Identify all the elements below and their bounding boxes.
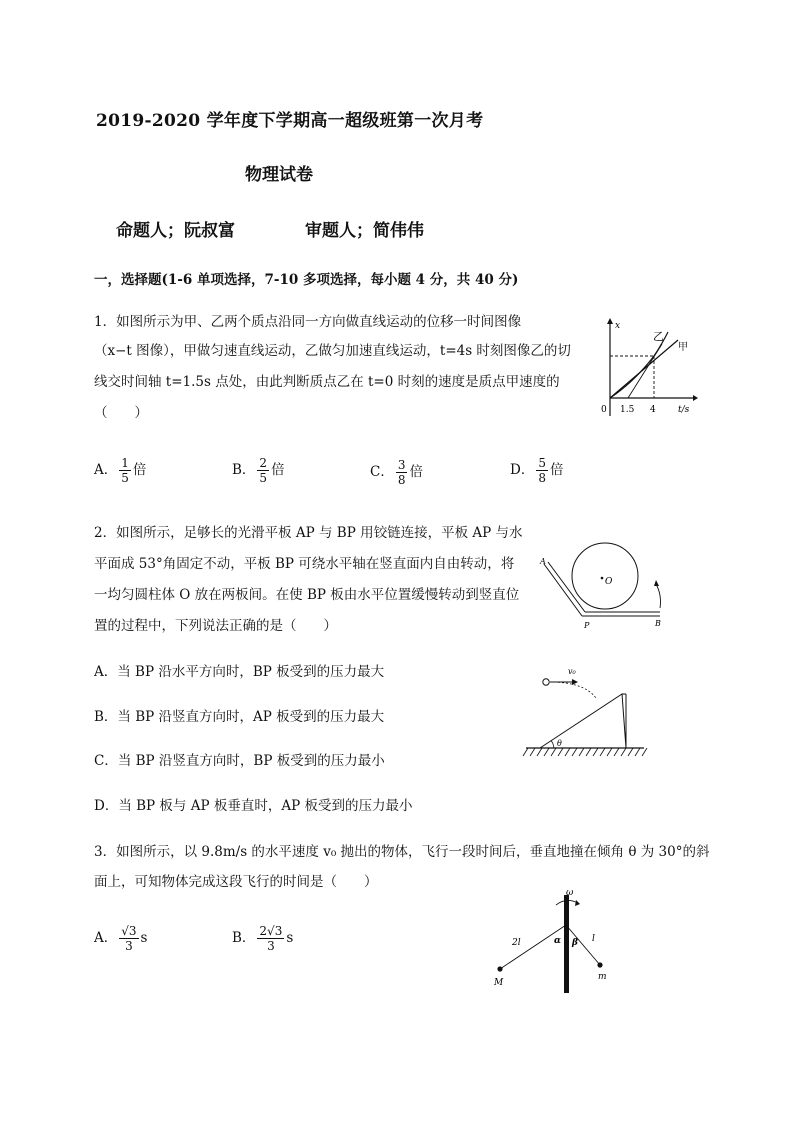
- exam-subtitle: 物理试卷: [245, 165, 313, 185]
- q2-line3: 一均匀圆柱体 O 放在两板间。在使 BP 板由水平位置缓慢转动到竖直位: [94, 587, 520, 603]
- q2-fig-label-b: B: [655, 619, 661, 628]
- section-heading: 一，选择题(1-6 单项选择，7-10 多项选择，每小题 4 分，共 40 分): [94, 272, 519, 288]
- q1-option-a-unit: 倍: [132, 462, 147, 478]
- q1-option-b[interactable]: [232, 456, 285, 485]
- q3-fig-mass-big: M: [494, 978, 504, 988]
- q3-fig-v0: v₀: [568, 667, 576, 676]
- q3-fig-beta: β: [572, 938, 578, 948]
- q3-option-a[interactable]: [94, 924, 147, 953]
- q3-option-a-fraction: $\frac{√3}{3}$: [121, 924, 137, 953]
- q1-line1: 1．如图所示为甲、乙两个质点沿同一方向做直线运动的位移一时间图像: [94, 314, 522, 330]
- q1-option-a-fraction: $\frac{1}{5}$: [121, 456, 129, 485]
- q2-fig-label-o: O: [605, 577, 613, 587]
- q1-graph-label-yi: 乙: [653, 330, 664, 343]
- q3-line1: 3．如图所示，以 9.8m/s 的水平速度 v₀ 抛出的物体，飞行一段时间后，垂直地撞在倾角 θ 为 30°的斜: [94, 844, 710, 860]
- q2-option-a[interactable]: A．当 BP 沿水平方向时，BP 板受到的压力最大: [94, 664, 385, 680]
- q1-option-c-fraction: $\frac{3}{8}$: [397, 458, 406, 487]
- q1-graph-tick-4: 4: [650, 405, 656, 415]
- q3-option-a-unit: s: [140, 930, 148, 946]
- q1-option-b-label: B．: [232, 462, 256, 478]
- q2-line2: 平面成 53°角固定不动，平板 BP 可绕水平轴在竖直面内自由转动，将: [94, 556, 515, 572]
- q1-line2: （x−t 图像），甲做匀速直线运动，乙做匀加速直线运动，t=4s 时刻图像乙的切: [94, 343, 571, 359]
- q1-graph-label-jia: 甲: [678, 342, 688, 353]
- q3-slope-figure: [522, 664, 652, 764]
- q1-option-d-label: D．: [510, 462, 535, 478]
- q2-option-d[interactable]: D．当 BP 板与 AP 板垂直时，AP 板受到的压力最小: [94, 798, 413, 814]
- q1-option-d[interactable]: [510, 456, 563, 485]
- q2-board-figure: [538, 540, 678, 630]
- q3-option-b[interactable]: [232, 924, 293, 953]
- q2-fig-label-a: A: [540, 557, 546, 566]
- q3-fig-l: l: [592, 934, 595, 944]
- q3-option-b-fraction: $\frac{2√3}{3}$: [259, 924, 283, 953]
- q2-option-b[interactable]: B．当 BP 沿竖直方向时，AP 板受到的压力最大: [94, 709, 385, 725]
- q2-line4: 置的过程中，下列说法正确的是（ ）: [94, 618, 337, 634]
- q1-option-a[interactable]: [94, 456, 146, 485]
- q1-option-b-fraction: $\frac{2}{5}$: [259, 456, 268, 485]
- reviewer-line: 审题人；简伟伟: [305, 221, 424, 241]
- q3-fig-theta: θ: [557, 739, 562, 748]
- q3-fig-mass-small: m: [598, 972, 607, 982]
- q1-line4: （ ）: [94, 405, 148, 421]
- q3-fig-omega: ω: [566, 888, 574, 898]
- q1-line3: 线交时间轴 t=1.5s 点处，由此判断质点乙在 t=0 时刻的速度是质点甲速度的: [94, 374, 560, 390]
- exam-title: 2019-2020 学年度下学期高一超级班第一次月考: [96, 111, 484, 131]
- q3-option-a-label: A．: [94, 930, 118, 946]
- q1-option-b-unit: 倍: [271, 462, 285, 478]
- q3-line2: 面上，可知物体完成这段飞行的时间是（ ）: [94, 874, 378, 890]
- author-line: 命题人；阮叔富: [116, 221, 235, 241]
- q1-graph-tick-1-5: 1.5: [620, 405, 635, 415]
- q1-option-c[interactable]: [370, 458, 423, 487]
- q2-option-c[interactable]: C．当 BP 沿竖直方向时，BP 板受到的压力最小: [94, 753, 385, 769]
- q1-option-d-unit: 倍: [549, 462, 564, 478]
- q2-line1: 2．如图所示，足够长的光滑平板 AP 与 BP 用铰链连接，平板 AP 与水: [94, 525, 523, 541]
- q2-fig-label-p: P: [584, 621, 590, 630]
- q3-rod-figure: [488, 885, 618, 995]
- q1-option-c-unit: 倍: [409, 464, 423, 480]
- q1-graph-y-label: x: [615, 321, 621, 331]
- q1-option-c-label: C．: [370, 464, 394, 480]
- q3-fig-alpha: α: [554, 936, 561, 946]
- q1-graph-line-jia: [610, 340, 678, 398]
- q1-option-a-label: A．: [94, 462, 118, 478]
- q1-option-d-fraction: $\frac{5}{8}$: [538, 456, 546, 485]
- q3-option-b-unit: s: [286, 930, 294, 946]
- q1-graph-x-label: t/s: [678, 405, 690, 415]
- q3-option-b-label: B．: [232, 930, 256, 946]
- q1-graph-tangent: [628, 344, 662, 398]
- q1-graph-origin: 0: [601, 405, 607, 415]
- q3-fig-2l: 2l: [512, 938, 521, 948]
- q1-xt-graph: [598, 316, 698, 416]
